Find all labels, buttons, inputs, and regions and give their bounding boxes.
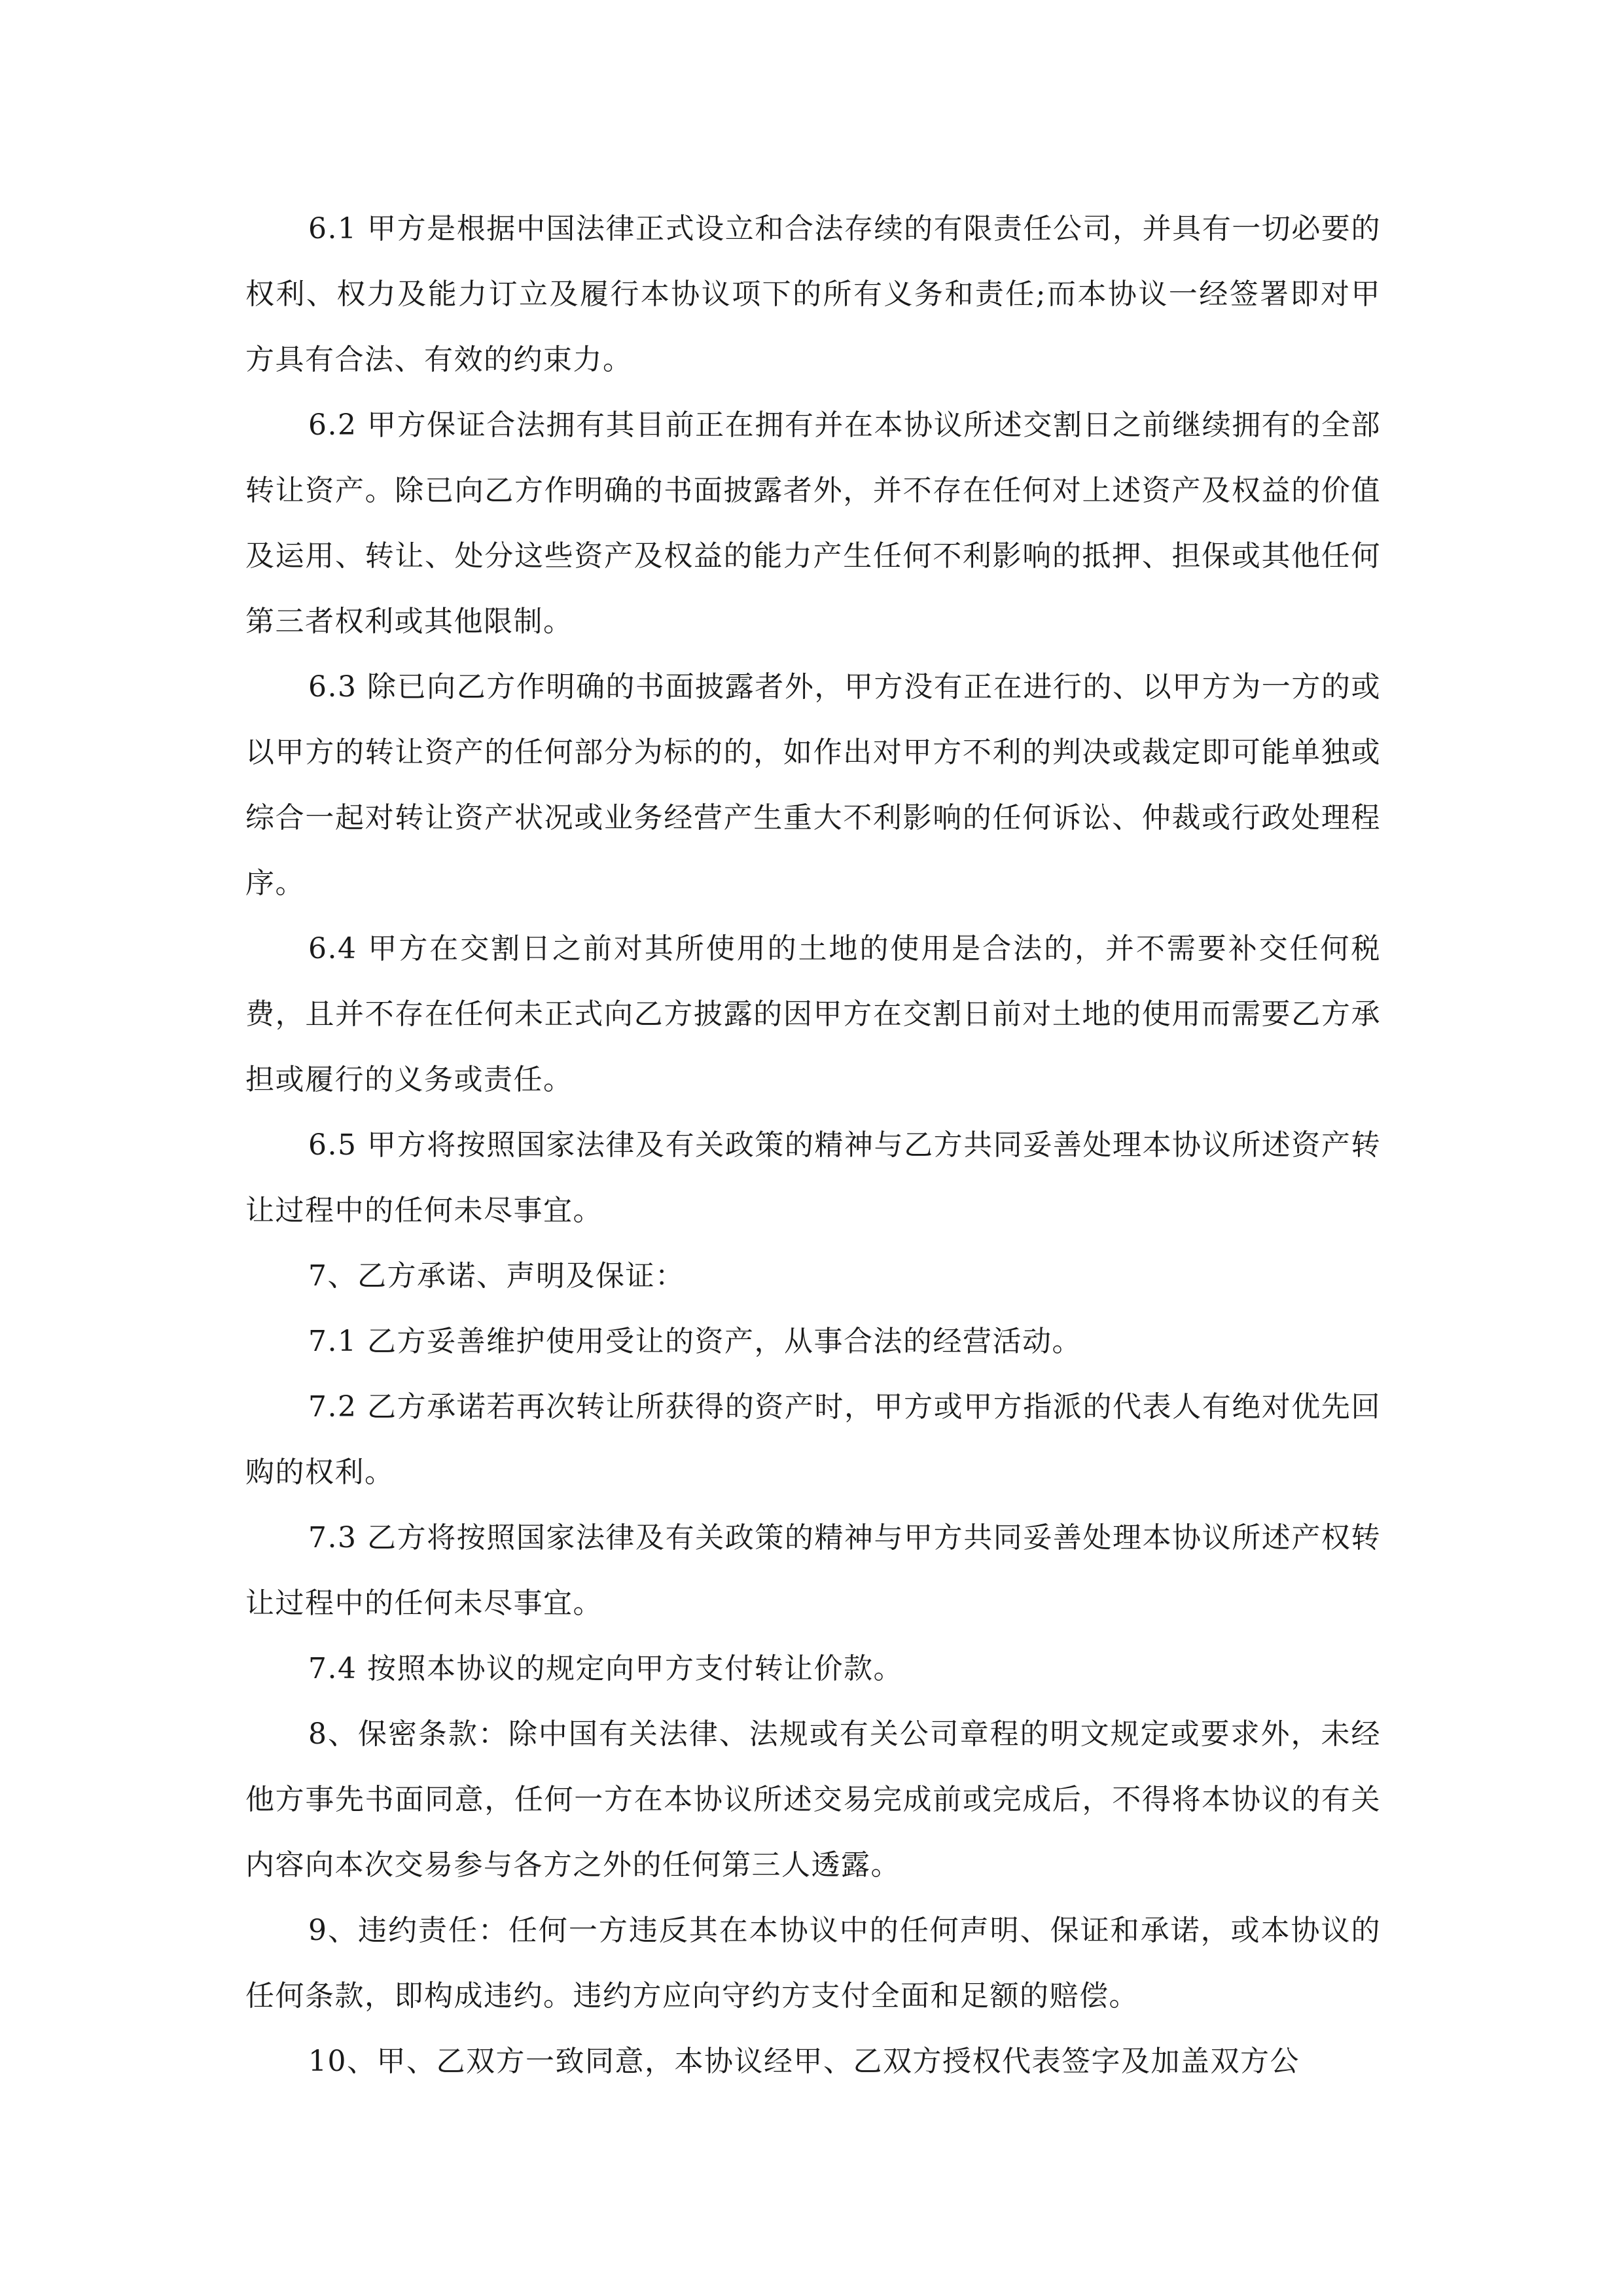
clause-10-agreement: 10、甲、乙双方一致同意，本协议经甲、乙双方授权代表签字及加盖双方公 (308, 2045, 1300, 2078)
clause-9-liability: 9、违约责任：任何一方违反其在本协议中的任何声明、保证和承诺，或本协议的任何条款，即构成违约。违约方应向守约方支付全面和足额的赔偿。 (245, 1914, 1381, 2013)
clause-7-3: 7.3 乙方将按照国家法律及有关政策的精神与甲方共同妥善处理本协议所述产权转让过程中的任何未尽事宜。 (245, 1521, 1381, 1620)
clause-6-5: 6.5 甲方将按照国家法律及有关政策的精神与乙方共同妥善处理本协议所述资产转让过程中的任何未尽事宜。 (245, 1128, 1381, 1227)
clause-8-confidentiality: 8、保密条款：除中国有关法律、法规或有关公司章程的明文规定或要求外，未经他方事先书面同意，任何一方在本协议所述交易完成前或完成后，不得将本协议的有关内容向本次交易参与各方之外的任何第三人透露。 (245, 1717, 1381, 1882)
section-7-heading: 7、乙方承诺、声明及保证： (308, 1259, 685, 1293)
clause-6-3: 6.3 除已向乙方作明确的书面披露者外，甲方没有正在进行的、以甲方为一方的或以甲方的转让资产的任何部分为标的的，如作出对甲方不利的判决或裁定即可能单独或综合一起对转让资产状况或业务经营产生重大不利影响的任何诉讼、仲裁或行政处理程序。 (245, 670, 1381, 900)
clause-6-1: 6.1 甲方是根据中国法律正式设立和合法存续的有限责任公司，并具有一切必要的权利、权力及能力订立及履行本协议项下的所有义务和责任;而本协议一经签署即对甲方具有合法、有效的约束力。 (245, 212, 1381, 376)
clause-7-4: 7.4 按照本协议的规定向甲方支付转让价款。 (308, 1652, 903, 1685)
document-body (245, 196, 1381, 2094)
clause-6-2: 6.2 甲方保证合法拥有其目前正在拥有并在本协议所述交割日之前继续拥有的全部转让资产。除已向乙方作明确的书面披露者外，并不存在任何对上述资产及权益的价值及运用、转让、处分这些资产及权益的能力产生任何不利影响的抵押、担保或其他任何第三者权利或其他限制。 (245, 408, 1381, 638)
clause-7-2: 7.2 乙方承诺若再次转让所获得的资产时，甲方或甲方指派的代表人有绝对优先回购的权利。 (245, 1390, 1381, 1489)
clause-6-4: 6.4 甲方在交割日之前对其所使用的土地的使用是合法的，并不需要补交任何税费，且并不存在任何未正式向乙方披露的因甲方在交割日前对土地的使用而需要乙方承担或履行的义务或责任。 (245, 932, 1381, 1096)
clause-7-1: 7.1 乙方妥善维护使用受让的资产，从事合法的经营活动。 (308, 1325, 1082, 1358)
